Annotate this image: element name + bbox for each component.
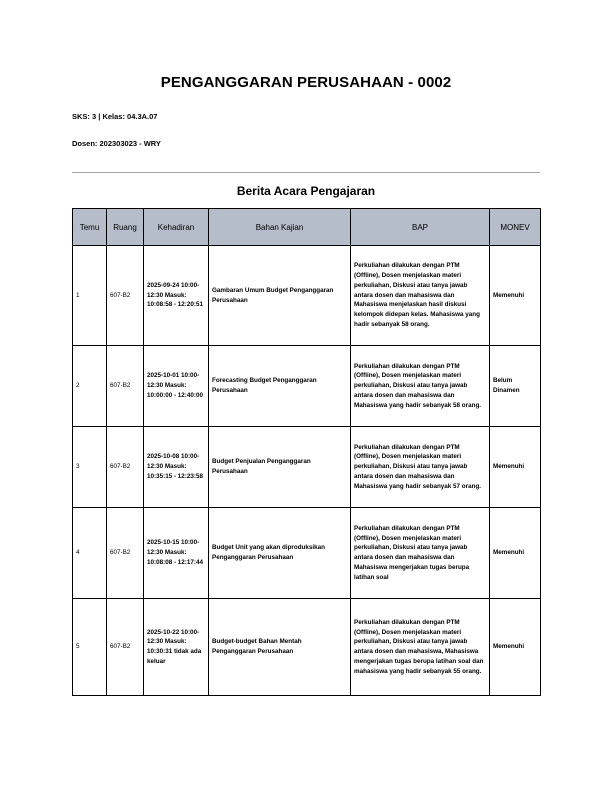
cell-bahan-kajian: Budget Penjualan Penganggaran Perusahaan: [209, 427, 351, 508]
cell-monev: Memenuhi: [490, 246, 541, 346]
cell-monev: Memenuhi: [490, 508, 541, 599]
cell-ruang: 607-B2: [107, 599, 144, 696]
divider: [72, 172, 540, 173]
cell-ruang: 607-B2: [107, 346, 144, 427]
section-title: Berita Acara Pengajaran: [236, 184, 376, 198]
cell-temu: 1: [73, 246, 107, 346]
column-header-temu: Temu: [73, 209, 107, 246]
sks-class-info: SKS: 3 | Kelas: 04.3A.07: [72, 112, 158, 121]
cell-bahan-kajian: Gambaran Umum Budget Penganggaran Perusahaan: [209, 246, 351, 346]
table-row: [73, 346, 541, 427]
cell-temu: 4: [73, 508, 107, 599]
table-row: [73, 508, 541, 599]
cell-ruang: 607-B2: [107, 246, 144, 346]
cell-bap: Perkuliahan dilakukan dengan PTM (Offline), Dosen menjelaskan materi perkuliahan, Diskusi atau tanya jawab antara dosen dan mahasiswa dan Mahasiswa menjelaskan hasil diskusi kelompok didepan kelas. Mahasiswa yang hadir sebanyak 58 orang.: [351, 246, 490, 346]
column-header-kehadiran: Kehadiran: [144, 209, 209, 246]
lecturer-info: Dosen: 202303023 - WRY: [72, 139, 161, 148]
table-row: [73, 246, 541, 346]
column-header-bap: BAP: [351, 209, 490, 246]
cell-kehadiran: 2025-10-22 10:00-12:30 Masuk: 10:30:31 tidak ada keluar: [144, 599, 209, 696]
cell-temu: 2: [73, 346, 107, 427]
cell-bap: Perkuliahan dilakukan dengan PTM (Offline), Dosen menjelaskan materi perkuliahan, Diskusi atau tanya jawab antara dosen dan mahasiswa dan Mahasiswa mengerjakan tugas berupa latihan soal: [351, 508, 490, 599]
column-header-bahan-kajian: Bahan Kajian: [209, 209, 351, 246]
cell-bahan-kajian: Forecasting Budget Penganggaran Perusahaan: [209, 346, 351, 427]
table-row: [73, 427, 541, 508]
cell-bap: Perkuliahan dilakukan dengan PTM (Offline), Dosen menjelaskan materi perkuliahan, Diskusi atau tanya jawab antara dosen dan mahasiswa, Mahasiswa mengerjakan tugas berupa latihan soal dan mahasiswa yang hadir sebanyak 55 orang.: [351, 599, 490, 696]
page-title: PENGANGGARAN PERUSAHAAN - 0002: [160, 74, 452, 91]
cell-kehadiran: 2025-10-08 10:00-12:30 Masuk: 10:35:15 - 12:23:58: [144, 427, 209, 508]
cell-bap: Perkuliahan dilakukan dengan PTM (Offline), Dosen menjelaskan materi perkuliahan, Diskusi atau tanya jawab antara dosen dan mahasiswa dan Mahasiswa yang hadir sebanyak 58 orang.: [351, 346, 490, 427]
cell-kehadiran: 2025-09-24 10:00-12:30 Masuk: 10:08:58 - 12:20:51: [144, 246, 209, 346]
column-header-ruang: Ruang: [107, 209, 144, 246]
cell-kehadiran: 2025-10-15 10:00-12:30 Masuk: 10:08:08 - 12:17:44: [144, 508, 209, 599]
cell-monev: Memenuhi: [490, 427, 541, 508]
cell-bahan-kajian: Budget-budget Bahan Mentah Penganggaran Perusahaan: [209, 599, 351, 696]
cell-temu: 3: [73, 427, 107, 508]
cell-kehadiran: 2025-10-01 10:00-12:30 Masuk: 10:00:00 - 12:40:00: [144, 346, 209, 427]
cell-bap: Perkuliahan dilakukan dengan PTM (Offline), Dosen menjelaskan materi perkuliahan, Diskusi atau tanya jawab antara dosen dan mahasiswa dan Mahasiswa yang hadir sebanyak 57 orang.: [351, 427, 490, 508]
cell-bahan-kajian: Budget Unit yang akan diproduksikan Penganggaran Perusahaan: [209, 508, 351, 599]
cell-ruang: 607-B2: [107, 508, 144, 599]
cell-temu: 5: [73, 599, 107, 696]
table-header-row: [73, 209, 541, 246]
teaching-report-table: [72, 208, 541, 696]
cell-monev: Belum Dinamen: [490, 346, 541, 427]
table-row: [73, 599, 541, 696]
cell-monev: Memenuhi: [490, 599, 541, 696]
column-header-monev: MONEV: [490, 209, 541, 246]
cell-ruang: 607-B2: [107, 427, 144, 508]
